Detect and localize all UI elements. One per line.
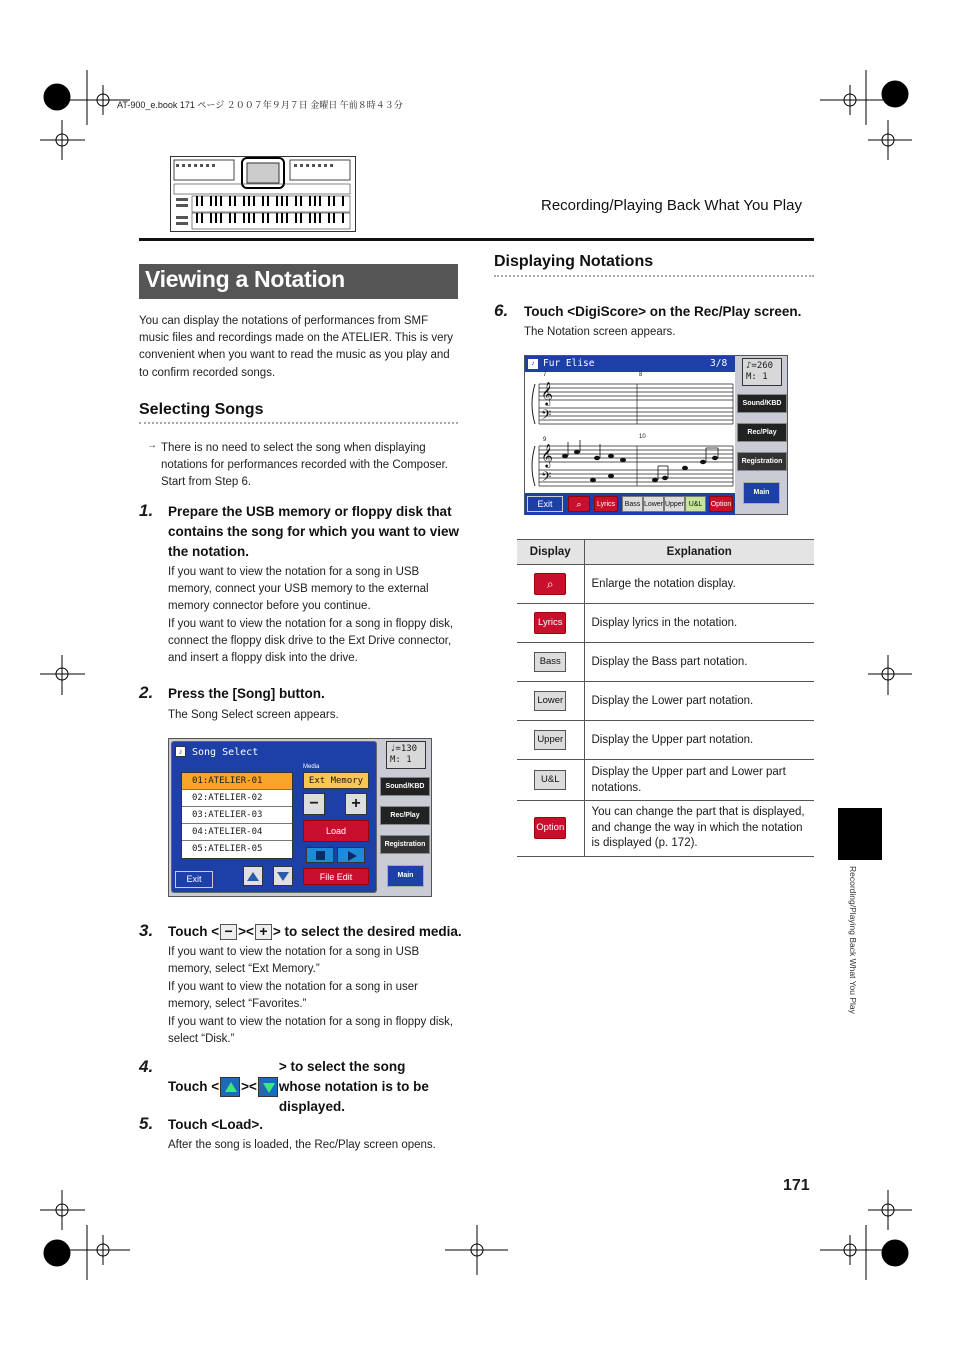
section-divider-right	[494, 275, 814, 277]
step-3-para-3: If you want to view the notation for a song in floppy disk, select “Disk.”	[168, 1016, 454, 1046]
table-cell-explanation: Display the Bass part notation.	[584, 643, 814, 682]
side-tab-text: Recording/Playing Back What You Play	[848, 866, 858, 1014]
table-cell-explanation: Display lyrics in the notation.	[584, 604, 814, 643]
sound-kbd-button[interactable]: Sound/KBD	[380, 777, 430, 796]
step-6-para: The Notation screen appears.	[524, 326, 676, 338]
print-header: AT-900_e.book 171 ページ ２００７年９月７日 金曜日 午前８時４３分	[117, 100, 403, 110]
step-6-number: 6.	[494, 301, 509, 320]
step-4-heading-line	[168, 1057, 439, 1117]
load-button[interactable]: Load	[303, 820, 369, 842]
svg-text:𝄢: 𝄢	[541, 407, 552, 426]
minus-key-icon: −	[220, 924, 237, 940]
table-cell-display	[517, 801, 584, 857]
plus-key-icon: +	[255, 924, 272, 940]
step-1-para-1: If you want to view the notation for a song in USB memory, connect your USB memory to the external memory connector before you continue.	[168, 566, 429, 613]
step-1-heading: Prepare the USB memory or floppy disk that contains the song for which you want to view the notation.	[168, 504, 460, 559]
main-button[interactable]: Main	[387, 865, 424, 887]
table-header-display: Display	[517, 540, 584, 565]
lower-button[interactable]: Lower	[643, 496, 664, 512]
zoom-icon: ⌕	[576, 498, 582, 509]
step-5-para: After the song is loaded, the Rec/Play screen opens.	[168, 1139, 436, 1151]
notation-rec-play-button[interactable]: Rec/Play	[737, 423, 787, 442]
note-text: There is no need to select the song when displaying notations for performances recorded with the Composer. Start from Step 6.	[161, 442, 449, 489]
notation-registration-button[interactable]: Registration	[737, 452, 787, 471]
table-header-explanation: Explanation	[584, 540, 814, 565]
stop-button[interactable]	[306, 847, 334, 863]
up-key-icon	[220, 1077, 240, 1097]
ul-button[interactable]: U&L	[685, 496, 706, 512]
media-plus-button[interactable]: +	[345, 793, 367, 815]
table-cell-display	[517, 604, 584, 643]
step-5-heading: Touch <Load>.	[168, 1117, 264, 1132]
step-5-number: 5.	[139, 1114, 154, 1133]
selecting-songs-heading: Selecting Songs	[139, 401, 264, 418]
upper-button[interactable]: Upper	[664, 496, 685, 512]
table-cell-explanation: Display the Lower part notation.	[584, 682, 814, 721]
play-icon	[348, 851, 357, 861]
step-3-text-b: ><	[238, 924, 254, 939]
media-minus-button[interactable]: −	[303, 793, 325, 815]
tempo-display	[386, 741, 426, 769]
running-header: Recording/Playing Back What You Play	[541, 197, 802, 214]
score-area	[525, 372, 735, 493]
notation-measure-value: M: 1	[746, 372, 768, 382]
bar-number-9: 9	[543, 437, 547, 443]
table-cell-display	[517, 760, 584, 801]
table-row	[517, 801, 814, 857]
step-1-number: 1.	[139, 501, 154, 520]
measure-value: M: 1	[390, 755, 412, 765]
step-2-heading: Press the [Song] button.	[168, 686, 325, 701]
table-header-row	[517, 540, 814, 565]
notation-main-button[interactable]: Main	[743, 482, 780, 504]
step-3-heading	[168, 922, 462, 942]
table-cell-explanation: You can change the part that is displayed, and change the way in which the notation is displayed (p. 172).	[584, 801, 814, 857]
notation-screen	[524, 355, 788, 515]
step-3-text-c: > to select the desired media.	[272, 924, 462, 939]
table-row	[517, 760, 814, 801]
notation-exit-button[interactable]: Exit	[527, 496, 563, 512]
table-row	[517, 721, 814, 760]
bar-number-7: 7	[543, 372, 547, 378]
song-item-5[interactable]: 05:ATELIER-05	[192, 844, 263, 854]
page-title: Viewing a Notation	[145, 266, 345, 292]
page-number: 171	[783, 1177, 810, 1194]
note-arrow: →	[147, 440, 157, 451]
tempo-value: ♩=130	[390, 744, 418, 754]
ul-badge: U&L	[534, 770, 566, 790]
step-4-text-b: ><	[241, 1079, 257, 1094]
song-item-2[interactable]: 02:ATELIER-02	[182, 790, 292, 807]
instrument-panel-illustration	[170, 156, 356, 232]
notation-icon: ♪	[528, 359, 538, 369]
side-tab-block	[838, 808, 882, 860]
displaying-notations-heading: Displaying Notations	[494, 253, 654, 270]
table-row	[517, 643, 814, 682]
table-row	[517, 682, 814, 721]
media-label: Media	[303, 764, 320, 770]
song-item-1[interactable]: 01:ATELIER-01	[182, 773, 292, 790]
lyrics-button[interactable]: Lyrics	[594, 496, 618, 512]
step-6-heading: Touch <DigiScore> on the Rec/Play screen.	[524, 304, 802, 319]
table-cell-explanation: Enlarge the notation display.	[584, 565, 814, 604]
song-item-4[interactable]: 04:ATELIER-04	[182, 824, 292, 841]
notation-sound-kbd-button[interactable]: Sound/KBD	[737, 394, 787, 413]
zoom-icon: ⌕	[534, 573, 566, 595]
step-3-text-a: Touch <	[168, 924, 220, 939]
lyrics-badge: Lyrics	[534, 612, 566, 634]
table-cell-explanation: Display the Upper part and Lower part notations.	[584, 760, 814, 801]
bar-number-8: 8	[639, 372, 643, 378]
song-list	[181, 772, 293, 859]
display-table	[517, 539, 814, 857]
upper-badge: Upper	[534, 730, 566, 750]
scroll-up-button[interactable]	[243, 866, 263, 886]
play-button[interactable]	[337, 847, 365, 863]
exit-button[interactable]: Exit	[175, 871, 213, 888]
notation-title: Fur Elise	[543, 358, 595, 369]
svg-text:𝄞: 𝄞	[541, 443, 553, 467]
svg-text:𝄞: 𝄞	[541, 381, 553, 405]
registration-button[interactable]: Registration	[380, 835, 430, 854]
lower-badge: Lower	[534, 691, 566, 711]
table-cell-explanation: Display the Upper part notation.	[584, 721, 814, 760]
step-4-number: 4.	[139, 1057, 154, 1076]
step-4-text-a: Touch <	[168, 1079, 220, 1094]
song-select-screen	[168, 738, 432, 897]
song-select-title: Song Select	[192, 747, 259, 758]
step-4-text-c: > to select the song whose notation is to be displayed.	[278, 1059, 429, 1114]
rec-play-button[interactable]: Rec/Play	[380, 806, 430, 825]
triangle-up-icon	[247, 872, 259, 881]
step-3-number: 3.	[139, 921, 154, 940]
step-3-para-2: If you want to view the notation for a song in user memory, select “Favorites.”	[168, 981, 418, 1011]
zoom-button[interactable]	[568, 496, 590, 512]
notation-page: 3/8	[710, 358, 728, 369]
stop-icon	[316, 851, 325, 860]
table-cell-display	[517, 565, 584, 604]
step-2-para: The Song Select screen appears.	[168, 709, 339, 721]
triangle-down-icon	[277, 872, 289, 881]
table-cell-display	[517, 643, 584, 682]
notation-tempo-display	[742, 358, 782, 386]
song-select-icon: ♪	[175, 746, 186, 757]
table-row	[517, 604, 814, 643]
file-edit-button[interactable]: File Edit	[303, 868, 369, 885]
down-key-icon	[258, 1077, 278, 1097]
header-rule	[139, 238, 814, 241]
svg-text:𝄢: 𝄢	[541, 469, 552, 488]
intro-paragraph: You can display the notations of performances from SMF music files and recordings made on the ATELIER. This is very convenient when you want to read the music as you play and to confirm recorded songs.	[139, 315, 454, 379]
table-row	[517, 565, 814, 604]
step-3-para-1: If you want to view the notation for a song in USB memory, select “Ext Memory.”	[168, 946, 420, 976]
step-1-para-2: If you want to view the notation for a song in floppy disk, connect the floppy disk drive to the Ext Drive connector, and insert a floppy disk into the drive.	[168, 618, 454, 665]
media-value: Ext Memory	[303, 772, 369, 789]
step-2-number: 2.	[139, 683, 154, 702]
option-badge: Option	[534, 817, 566, 839]
section-divider	[139, 422, 458, 424]
table-cell-display	[517, 721, 584, 760]
option-button[interactable]: Option	[709, 496, 733, 512]
scroll-down-button[interactable]	[273, 866, 293, 886]
bass-badge: Bass	[534, 652, 566, 672]
notation-tempo-value: ♪=260	[746, 361, 774, 371]
song-item-3[interactable]: 03:ATELIER-03	[182, 807, 292, 824]
bass-button[interactable]: Bass	[622, 496, 643, 512]
bar-number-10: 10	[639, 434, 646, 440]
table-cell-display	[517, 682, 584, 721]
